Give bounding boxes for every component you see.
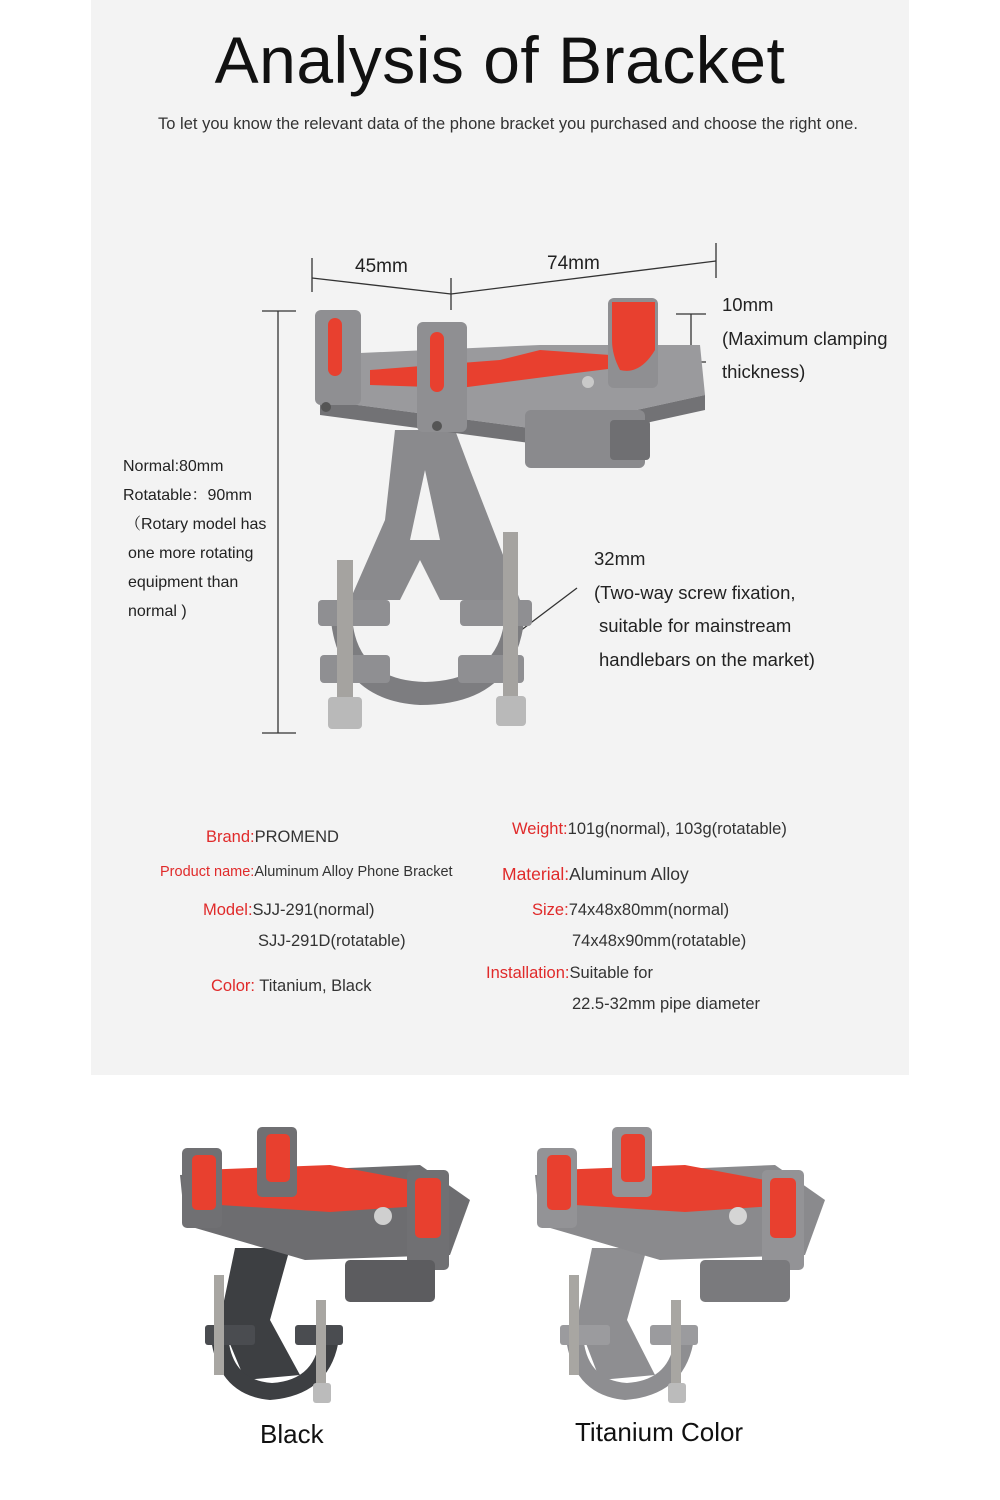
spec-color-label: Color: (211, 977, 256, 995)
bracket-black-image (180, 1127, 470, 1403)
spec-weight-label: Weight: (512, 820, 568, 838)
spec-size-value-1: 74x48x80mm(normal) (568, 901, 730, 919)
spec-brand-label: Brand: (206, 828, 255, 846)
page-subtitle: To let you know the relevant data of the phone bracket you purchased and choose the right one. (158, 115, 858, 133)
height-note-line3: equipment than (128, 574, 239, 591)
spec-brand-value: PROMEND (254, 828, 339, 846)
spec-color-value: Titanium, Black (255, 977, 372, 995)
spec-brand (206, 828, 339, 847)
spec-weight (512, 820, 787, 839)
spec-model-value-2: SJJ-291D(rotatable) (258, 932, 406, 950)
spec-installation (486, 964, 653, 983)
height-note-line4: normal ) (128, 603, 187, 620)
spec-model (203, 901, 375, 920)
width-right-label: 74mm (547, 253, 600, 274)
spec-size (532, 901, 729, 920)
pipe-value: 32mm (594, 548, 646, 569)
height-rotatable: Rotatable：90mm (123, 487, 252, 504)
pipe-note-line2: suitable for mainstream (599, 615, 792, 636)
caption-black: Black (260, 1419, 324, 1449)
caption-titanium: Titanium Color (575, 1417, 744, 1447)
spec-material (502, 864, 689, 885)
clamp-value: 10mm (722, 294, 774, 315)
clamp-note-line2: thickness) (722, 361, 806, 382)
spec-weight-value: 101g(normal), 103g(rotatable) (567, 820, 787, 838)
spec-size-value-2: 74x48x90mm(rotatable) (572, 932, 747, 950)
spec-material-label: Material: (502, 864, 570, 884)
spec-product-value: Aluminum Alloy Phone Bracket (254, 864, 453, 880)
spec-color (211, 977, 371, 996)
spec-model-label: Model: (203, 901, 253, 919)
spec-product-label: Product name: (160, 864, 255, 880)
width-left-label: 45mm (355, 256, 408, 277)
pipe-note-line3: handlebars on the market) (599, 648, 815, 670)
spec-model-value-1: SJJ-291(normal) (252, 901, 375, 919)
pipe-note (594, 542, 815, 676)
height-note-line2: one more rotating (128, 545, 254, 562)
spec-installation-value-2: 22.5-32mm pipe diameter (572, 995, 761, 1013)
height-normal: Normal:80mm (123, 458, 224, 475)
pipe-note-line1: (Two-way screw fixation, (594, 581, 796, 603)
spec-installation-label: Installation: (486, 964, 570, 982)
clamp-note-line1: (Maximum clamping (722, 327, 888, 349)
spec-product (160, 864, 453, 880)
spec-size-label: Size: (532, 901, 569, 919)
height-note-line1: （Rotary model has (125, 516, 267, 533)
height-note (123, 452, 266, 626)
bracket-titanium-image (535, 1127, 825, 1403)
clamp-note (722, 288, 888, 389)
page-title: Analysis of Bracket (214, 23, 786, 97)
spec-material-value: Aluminum Alloy (569, 864, 689, 884)
spec-installation-value-1: Suitable for (569, 964, 653, 982)
